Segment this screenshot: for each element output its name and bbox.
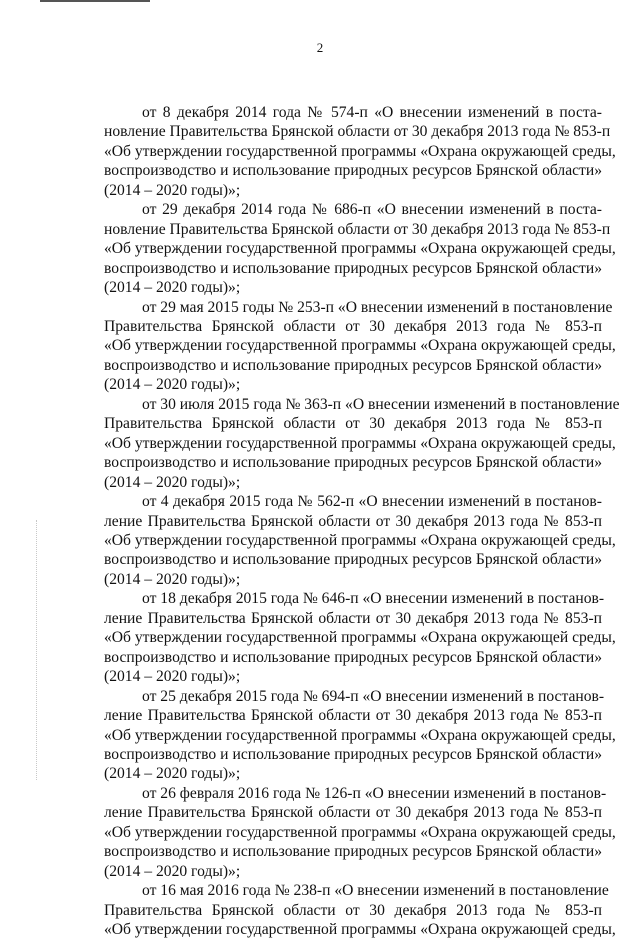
decree-entry-2 bbox=[104, 200, 616, 297]
document-body bbox=[104, 103, 620, 939]
entry-line: (2014 – 2020 годы)»; bbox=[104, 570, 241, 588]
scan-edge-bar bbox=[40, 0, 150, 2]
entry-line: воспроизводство и использование природных ресурсов Брянской области» bbox=[104, 162, 602, 180]
decree-entry-6 bbox=[104, 589, 616, 686]
entry-line: «Об утверждении государственной программы «Охрана окружающей среды, bbox=[104, 434, 616, 452]
entry-line: от 4 декабря 2015 года № 562-п «О внесении изменений в постанов- bbox=[142, 493, 602, 511]
decree-entry-3 bbox=[104, 298, 616, 395]
entry-line: от 8 декабря 2014 года № 574-п «О внесении изменений в поста- bbox=[142, 104, 602, 121]
entry-line: Правительства Брянской области от 30 декабря 2013 года № 853-п bbox=[104, 415, 602, 433]
entry-line: воспроизводство и использование природных ресурсов Брянской области» bbox=[104, 259, 602, 277]
entry-line: (2014 – 2020 годы)»; bbox=[104, 473, 241, 491]
entry-line: от 30 июля 2015 года № 363-п «О внесении изменений в постановление bbox=[142, 395, 620, 413]
entry-line: «Об утверждении государственной программы «Охрана окружающей среды, bbox=[104, 823, 616, 841]
decree-entry-7 bbox=[104, 687, 616, 784]
entry-line: (2014 – 2020 годы)»; bbox=[104, 376, 241, 394]
decree-entry-8 bbox=[104, 784, 616, 881]
entry-line: (2014 – 2020 годы)»; bbox=[104, 668, 241, 686]
entry-line: воспроизводство и использование природных ресурсов Брянской области» bbox=[104, 843, 602, 861]
entry-line: Правительства Брянской области от 30 декабря 2013 года № 853-п bbox=[104, 901, 602, 919]
entry-line: от 16 мая 2016 года № 238-п «О внесении изменений в постановление bbox=[142, 882, 609, 900]
entry-line: воспроизводство и использование природных ресурсов Брянской области» bbox=[104, 551, 602, 569]
entry-line: от 29 декабря 2014 года № 686-п «О внесении изменений в поста- bbox=[142, 201, 602, 219]
entry-line: воспроизводство и использование природных ресурсов Брянской области» bbox=[104, 454, 602, 472]
entry-line: (2014 – 2020 годы)»; bbox=[104, 279, 241, 297]
entry-line: от 26 февраля 2016 года № 126-п «О внесении изменений в постанов- bbox=[142, 784, 607, 802]
entry-line: новление Правительства Брянской области от 30 декабря 2013 года № 853-п bbox=[104, 123, 611, 141]
decree-entry-5 bbox=[104, 492, 616, 589]
decree-entry-9 bbox=[104, 881, 616, 939]
entry-line: «Об утверждении государственной программы «Охрана окружающей среды, bbox=[104, 142, 616, 160]
entry-line: (2014 – 2020 годы)»; bbox=[104, 181, 241, 199]
entry-line: «Об утверждении государственной программы «Охрана окружающей среды, bbox=[104, 337, 616, 355]
entry-line: «Об утверждении государственной программы «Охрана окружающей среды, bbox=[104, 531, 616, 549]
entry-line: «Об утверждении государственной программы «Охрана окружающей среды, bbox=[104, 921, 616, 939]
entry-line: от 18 декабря 2015 года № 646-п «О внесении изменений в постанов- bbox=[142, 590, 605, 608]
entry-line: ление Правительства Брянской области от 30 декабря 2013 года № 853-п bbox=[104, 707, 602, 725]
entry-line: ление Правительства Брянской области от 30 декабря 2013 года № 853-п bbox=[104, 512, 602, 530]
entry-line: «Об утверждении государственной программы «Охрана окружающей среды, bbox=[104, 726, 616, 744]
entry-line: новление Правительства Брянской области от 30 декабря 2013 года № 853-п bbox=[104, 220, 611, 238]
entry-line: от 29 мая 2015 годы № 253-п «О внесении изменений в постановление bbox=[142, 298, 613, 316]
entry-line: (2014 – 2020 годы)»; bbox=[104, 862, 241, 880]
entry-line: Правительства Брянской области от 30 декабря 2013 года № 853-п bbox=[104, 317, 602, 335]
entry-line: воспроизводство и использование природных ресурсов Брянской области» bbox=[104, 648, 602, 666]
entry-line: (2014 – 2020 годы)»; bbox=[104, 765, 241, 783]
entry-line: ление Правительства Брянской области от 30 декабря 2013 года № 853-п bbox=[104, 804, 602, 822]
entry-line: ление Правительства Брянской области от 30 декабря 2013 года № 853-п bbox=[104, 609, 602, 627]
entry-line: от 25 декабря 2015 года № 694-п «О внесении изменений в постанов- bbox=[142, 687, 605, 705]
entry-line: «Об утверждении государственной программы «Охрана окружающей среды, bbox=[104, 629, 616, 647]
entry-line: воспроизводство и использование природных ресурсов Брянской области» bbox=[104, 745, 602, 763]
entry-line: «Об утверждении государственной программы «Охрана окружающей среды, bbox=[104, 240, 616, 258]
margin-scan-marks bbox=[36, 520, 41, 780]
decree-entry-4 bbox=[104, 395, 620, 492]
entry-line: воспроизводство и использование природных ресурсов Брянской области» bbox=[104, 356, 602, 374]
page-number: 2 bbox=[316, 40, 324, 55]
decree-entry-1 bbox=[104, 103, 616, 200]
